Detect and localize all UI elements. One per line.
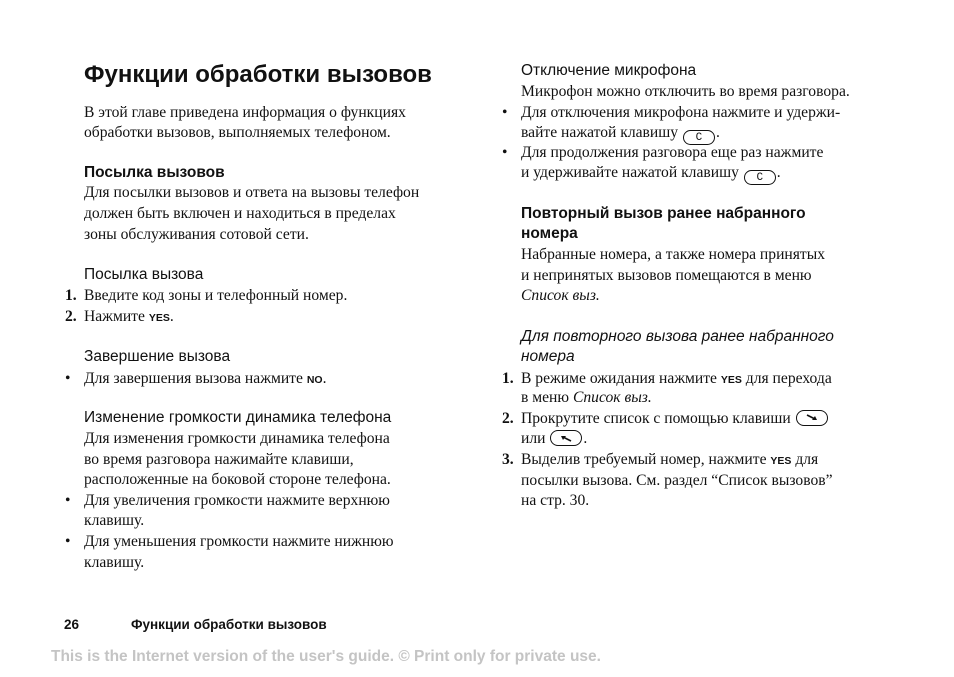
text-span: Для увеличения громкости нажмите верхнюю bbox=[84, 492, 390, 509]
text-span: Для отключения микрофона нажмите и удержи- bbox=[521, 104, 841, 121]
text-span: зоны обслуживания сотовой сети. bbox=[84, 226, 309, 243]
text-span: Введите код зоны и телефонный номер. bbox=[84, 287, 348, 304]
text-line bbox=[65, 286, 348, 306]
key-label-yes: YES bbox=[770, 455, 792, 467]
text-line bbox=[521, 123, 720, 145]
text-span: . bbox=[715, 124, 720, 141]
text-span: во время разговора нажимайте клавиши, bbox=[84, 451, 354, 468]
text-span: Посылка вызовов bbox=[84, 164, 225, 181]
text-span: Для изменения громкости динамика телефона bbox=[84, 430, 390, 447]
text-span: вайте нажатой клавишу bbox=[521, 124, 682, 141]
menu-name: Список выз. bbox=[521, 287, 600, 304]
section-heading bbox=[521, 327, 834, 347]
bullet-marker: • bbox=[502, 144, 508, 161]
text-line bbox=[521, 82, 850, 102]
text-span: номера bbox=[521, 348, 575, 365]
text-line bbox=[84, 511, 144, 531]
text-span: номера bbox=[521, 225, 578, 242]
step-number: 2. bbox=[65, 308, 77, 325]
text-span: В этой главе приведена информация о функциях bbox=[84, 104, 406, 121]
section-heading bbox=[521, 61, 696, 81]
text-span: для bbox=[791, 451, 819, 468]
step-number: 2. bbox=[502, 410, 514, 427]
text-line bbox=[502, 450, 819, 471]
text-span: Набранные номера, а также номера принятых bbox=[521, 246, 826, 263]
bullet-marker: • bbox=[502, 104, 508, 121]
watermark-notice: This is the Internet version of the user's guide. © Print only for private use. bbox=[51, 648, 601, 665]
text-line bbox=[521, 388, 652, 408]
navigation-key-down-icon bbox=[796, 410, 828, 426]
page-title bbox=[84, 60, 432, 90]
text-span: для перехода bbox=[741, 370, 832, 387]
step-number: 3. bbox=[502, 451, 514, 468]
section-heading bbox=[84, 163, 225, 183]
step-number: 1. bbox=[502, 370, 514, 387]
text-span: Микрофон можно отключить во время разговора. bbox=[521, 83, 850, 100]
key-label-yes: YES bbox=[148, 312, 170, 324]
text-line bbox=[84, 225, 309, 245]
text-span: Отключение микрофона bbox=[521, 62, 697, 79]
text-line bbox=[84, 429, 390, 449]
text-line bbox=[65, 369, 327, 390]
menu-name: Список выз. bbox=[572, 389, 652, 406]
text-line bbox=[521, 245, 825, 265]
text-span: . bbox=[776, 164, 781, 181]
section-heading bbox=[521, 347, 575, 367]
text-line bbox=[65, 307, 174, 328]
text-span: Завершение вызова bbox=[84, 348, 231, 365]
text-span: должен быть включен и находиться в пределах bbox=[84, 205, 396, 222]
text-line bbox=[502, 143, 824, 163]
text-span: В режиме ожидания нажмите bbox=[521, 370, 721, 387]
text-span: Для продолжения разговора еще раз нажмите bbox=[521, 144, 824, 161]
bullet-marker: • bbox=[65, 533, 71, 550]
text-line bbox=[84, 183, 419, 203]
text-span: посылки вызова. См. раздел “Список вызовов” bbox=[521, 472, 833, 489]
text-line bbox=[521, 429, 587, 449]
text-span: на стр. 30. bbox=[521, 492, 590, 509]
text-line bbox=[521, 286, 600, 306]
text-line bbox=[65, 532, 394, 552]
text-span: Прокрутите список с помощью клавиши bbox=[521, 410, 795, 427]
text-line bbox=[521, 163, 781, 185]
text-line bbox=[521, 266, 812, 286]
text-span: Для повторного вызова ранее набранного bbox=[521, 328, 834, 345]
text-span: в меню bbox=[521, 389, 573, 406]
text-span: обработки вызовов, выполняемых телефоном. bbox=[84, 124, 391, 141]
text-line bbox=[84, 553, 144, 573]
text-span: Выделив требуемый номер, нажмите bbox=[521, 451, 771, 468]
text-span: и удерживайте нажатой клавишу bbox=[521, 164, 743, 181]
text-span: расположенные на боковой стороне телефона. bbox=[84, 471, 391, 488]
text-span: . bbox=[322, 370, 327, 387]
text-span: клавишу. bbox=[84, 554, 145, 571]
bullet-marker: • bbox=[65, 370, 71, 387]
text-line bbox=[502, 369, 832, 390]
text-line bbox=[84, 470, 391, 490]
step-number: 1. bbox=[65, 287, 77, 304]
section-heading bbox=[521, 224, 578, 244]
section-heading bbox=[84, 265, 203, 285]
text-line bbox=[502, 103, 841, 123]
key-label-no: NO bbox=[306, 374, 323, 386]
bullet-marker: • bbox=[65, 492, 71, 509]
text-line bbox=[84, 204, 396, 224]
text-span: . bbox=[169, 308, 174, 325]
text-line bbox=[521, 471, 833, 491]
footer-section-title: Функции обработки вызовов bbox=[131, 617, 327, 632]
text-span: . bbox=[583, 430, 588, 447]
text-span: Функции обработки вызовов bbox=[84, 61, 432, 88]
text-span: Нажмите bbox=[84, 308, 149, 325]
text-span: Повторный вызов ранее набранного bbox=[521, 205, 806, 222]
text-line bbox=[502, 409, 829, 429]
page-number: 26 bbox=[64, 617, 80, 632]
text-line bbox=[65, 491, 390, 511]
text-line bbox=[521, 491, 589, 511]
c-key-icon: C bbox=[683, 130, 715, 145]
section-heading bbox=[521, 204, 806, 224]
text-line bbox=[84, 450, 354, 470]
text-line bbox=[84, 103, 406, 123]
text-line bbox=[84, 123, 391, 143]
text-span: Посылка вызова bbox=[84, 266, 204, 283]
key-label-yes: YES bbox=[720, 374, 742, 386]
section-heading bbox=[84, 408, 391, 428]
text-span: и непринятых вызовов помещаются в меню bbox=[521, 267, 812, 284]
text-span: клавишу. bbox=[84, 512, 145, 529]
section-heading bbox=[84, 347, 230, 367]
text-span: или bbox=[521, 430, 550, 447]
text-span: Изменение громкости динамика телефона bbox=[84, 409, 392, 426]
text-span: Для посылки вызовов и ответа на вызовы телефон bbox=[84, 184, 420, 201]
text-span: Для завершения вызова нажмите bbox=[84, 370, 307, 387]
text-span: Для уменьшения громкости нажмите нижнюю bbox=[84, 533, 394, 550]
c-key-icon: C bbox=[744, 170, 776, 185]
navigation-key-up-icon bbox=[550, 430, 582, 446]
